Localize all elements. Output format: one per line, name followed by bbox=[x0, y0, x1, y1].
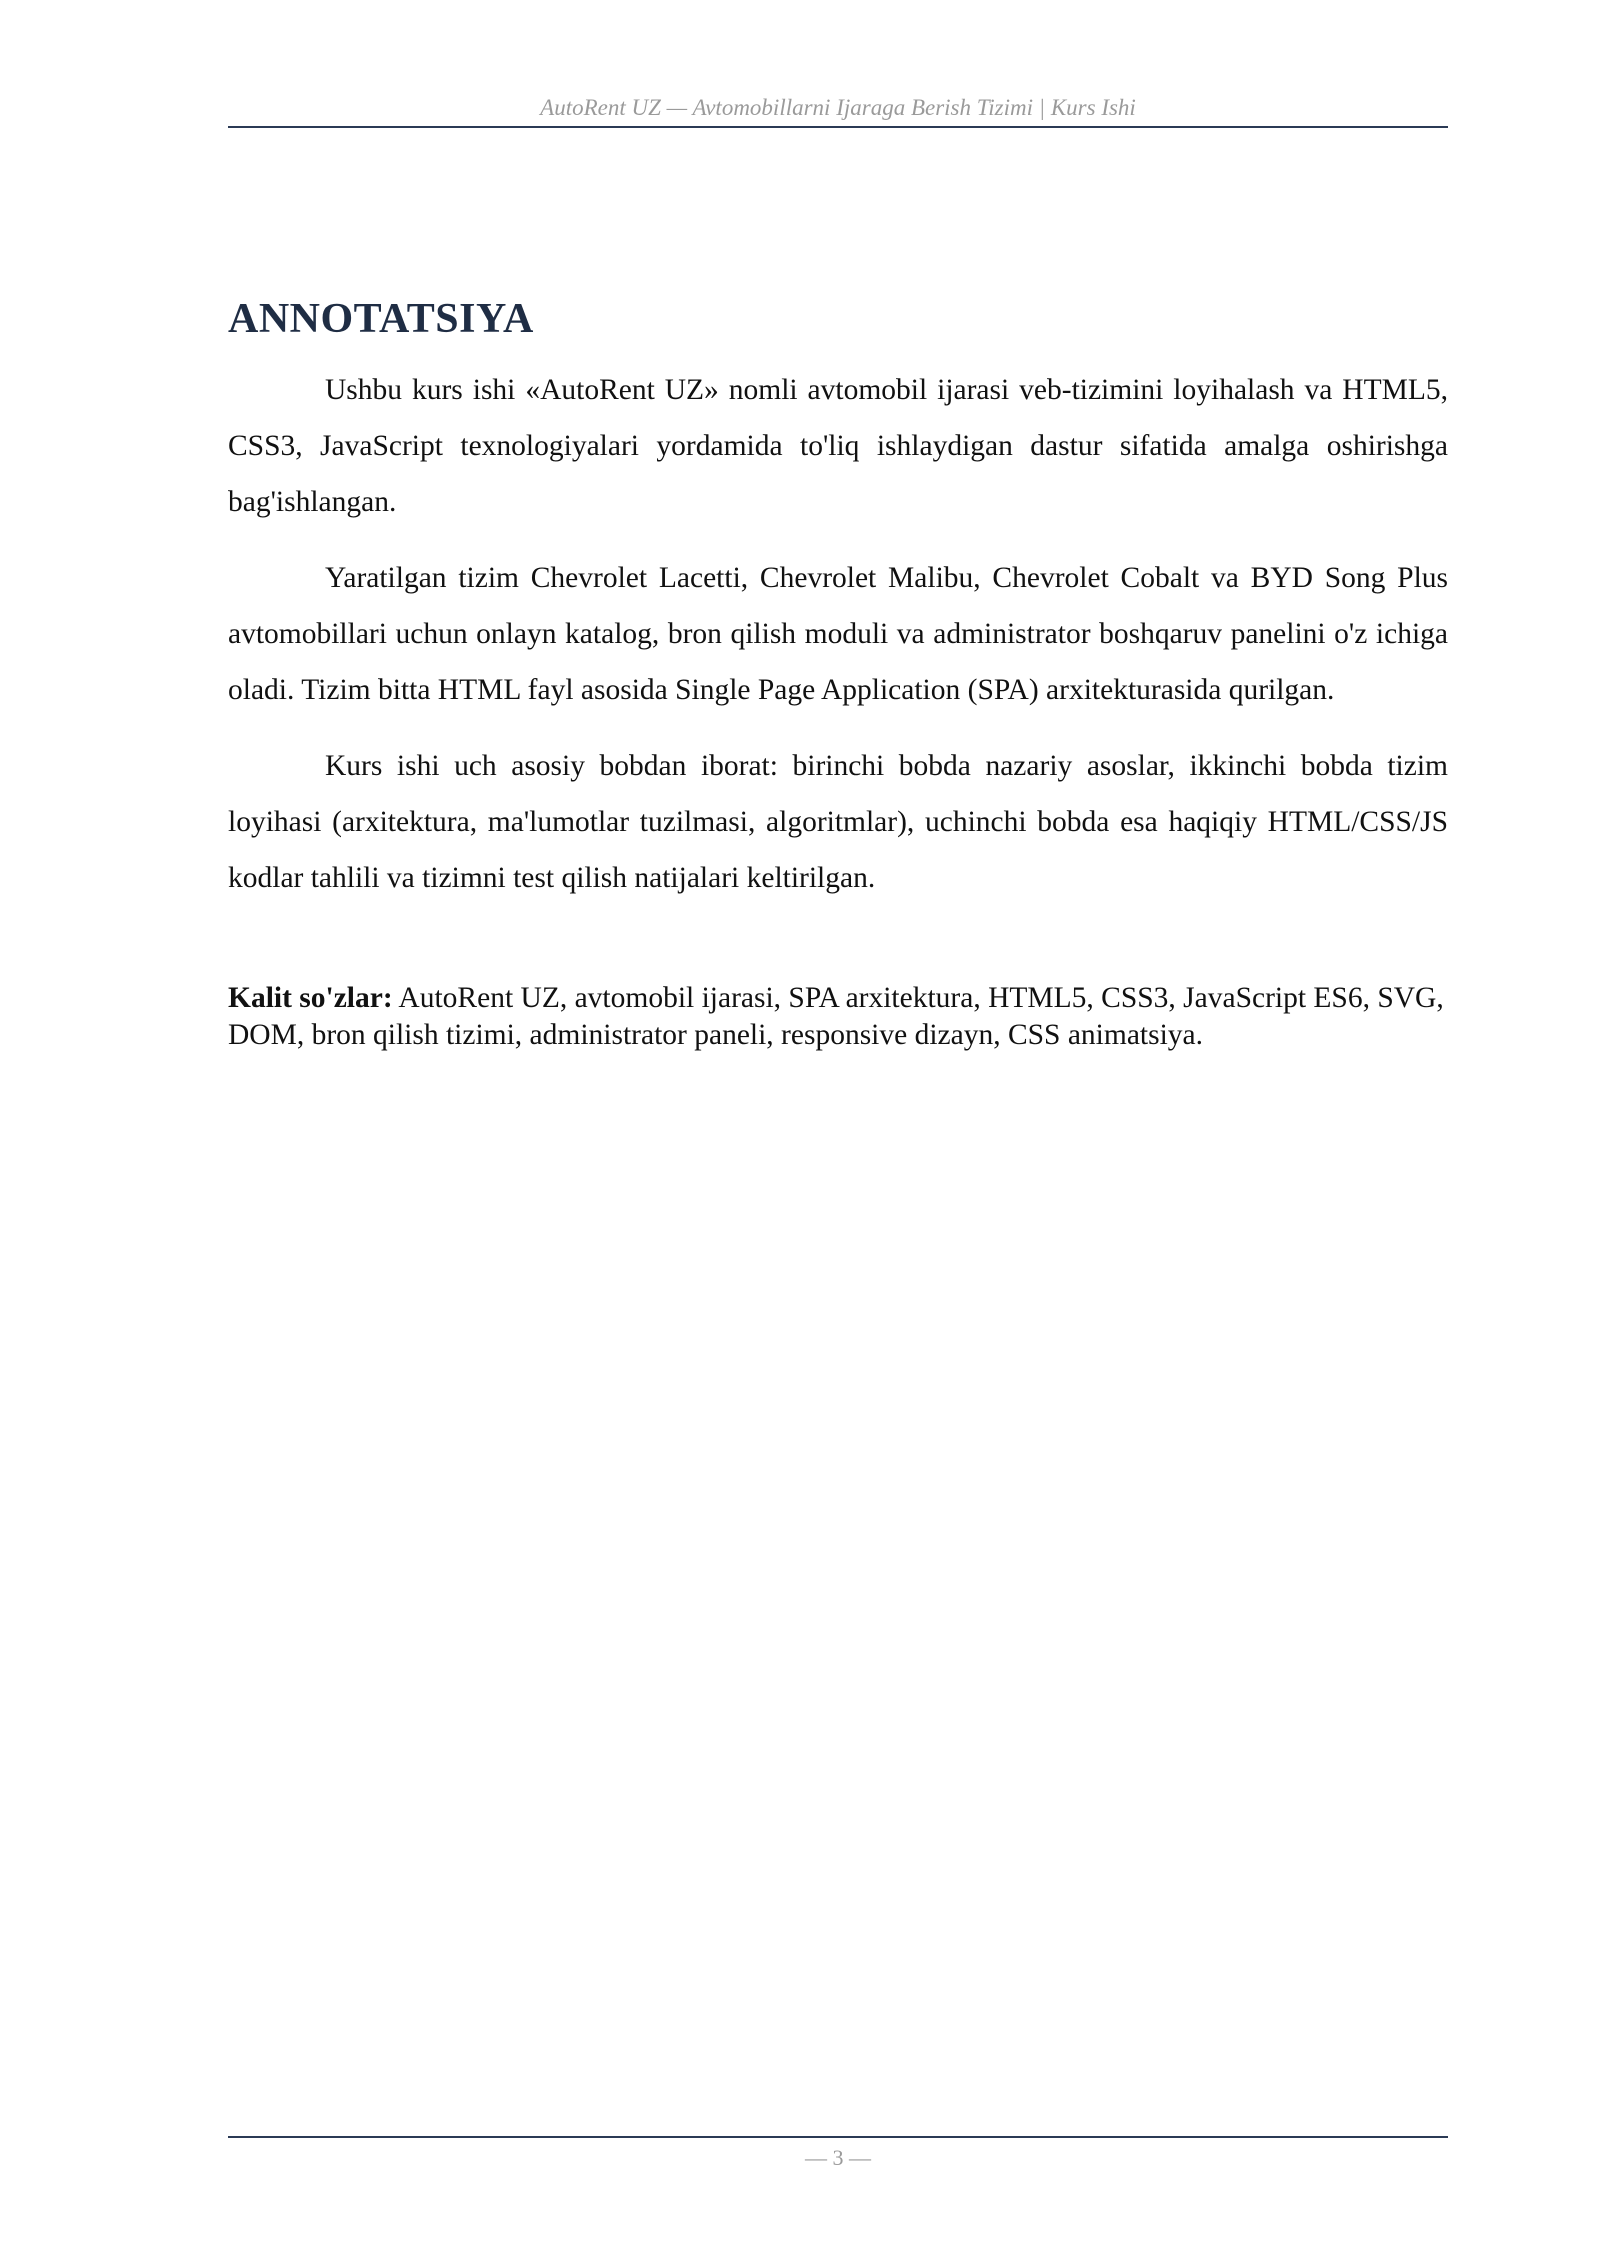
abstract-paragraph-3: Kurs ishi uch asosiy bobdan iborat: birinchi bobda nazariy asoslar, ikkinchi bobda tizim loyihasi (arxitektura, ma'lumotlar tuzilmasi, algoritmlar), uchinchi bobda esa haqiqiy HTML/CSS/JS kodlar tahlili va tizimni test qilish natijalari keltirilgan. bbox=[228, 750, 1448, 894]
keywords-label: Kalit so'zlar: bbox=[228, 982, 393, 1014]
page-number: — 3 — bbox=[805, 2145, 871, 2170]
keywords-text: AutoRent UZ, avtomobil ijarasi, SPA arxitektura, HTML5, CSS3, JavaScript ES6, SVG, DOM, bron qilish tizimi, administrator paneli, responsive dizayn, CSS animatsiya. bbox=[228, 982, 1444, 1051]
header-divider bbox=[228, 126, 1448, 128]
running-header: AutoRent UZ — Avtomobillarni Ijaraga Berish Tizimi | Kurs Ishi bbox=[540, 95, 1136, 120]
section-title: ANNOTATSIYA bbox=[228, 296, 534, 342]
keywords-block bbox=[228, 980, 1448, 1054]
footer-divider bbox=[228, 2136, 1448, 2138]
abstract-paragraph-2: Yaratilgan tizim Chevrolet Lacetti, Chevrolet Malibu, Chevrolet Cobalt va BYD Song Plus avtomobillari uchun onlayn katalog, bron qilish moduli va administrator boshqaruv panelini o'z ichiga oladi. Tizim bitta HTML fayl asosida Single Page Application (SPA) arxitekturasida qurilgan. bbox=[228, 562, 1448, 706]
page-content bbox=[228, 290, 1448, 1054]
abstract-paragraph-1: Ushbu kurs ishi «AutoRent UZ» nomli avtomobil ijarasi veb-tizimini loyihalash va HTML5, CSS3, JavaScript texnologiyalari yordamida to'liq ishlaydigan dastur sifatida amalga oshirishga bag'ishlangan. bbox=[228, 374, 1448, 518]
